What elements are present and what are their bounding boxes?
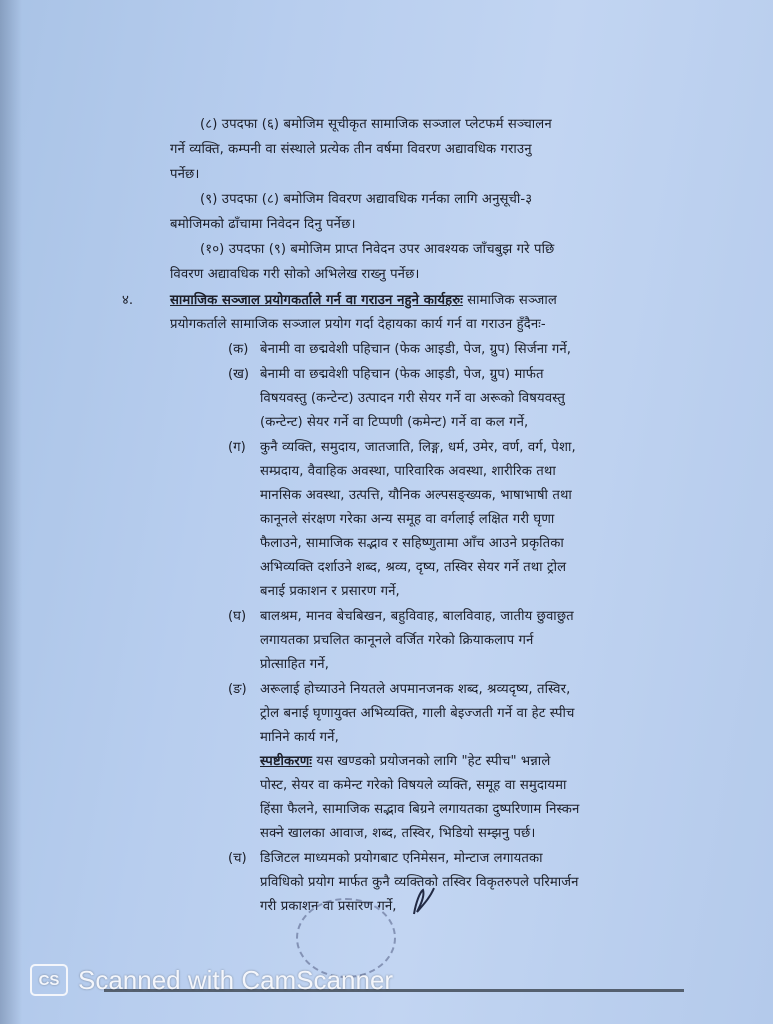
item-ga-line-5: फैलाउने, सामाजिक सद्भाव र सहिष्णुतामा आँच आउने प्रकृतिका xyxy=(260,536,564,551)
clarification-line-3: हिंसा फैलने, सामाजिक सद्भाव बिग्रने लगायतका दुष्परिणाम निस्कन xyxy=(260,802,580,817)
item-cha-line-3: गरी प्रकाशन वा प्रसारण गर्ने, xyxy=(260,899,397,914)
item-gha-line-1: बालश्रम, मानव बेचबिखन, बहुविवाह, बालविवाह, जातीय छुवाछुत xyxy=(260,609,574,624)
section-4-heading: सामाजिक सञ्जाल प्रयोगकर्ताले गर्न वा गराउन नहुने कार्यहरुः xyxy=(170,293,463,308)
para-10-line-1: (१०) उपदफा (९) बमोजिम प्राप्त निवेदन उपर आवश्यक जाँचबुझ गरे पछि xyxy=(200,242,555,257)
para-8-line-3: पर्नेछ। xyxy=(170,167,200,182)
para-8-line-1: (८) उपदफा (६) बमोजिम सूचीकृत सामाजिक सञ्जाल प्लेटफर्म सञ्चालन xyxy=(200,117,552,132)
page-edge-shadow xyxy=(0,0,22,1024)
item-gha-line-3: प्रोत्साहित गर्ने, xyxy=(260,657,329,672)
item-ga-line-1: कुनै व्यक्ति, समुदाय, जातजाति, लिङ्ग, धर्म, उमेर, वर्ण, वर्ग, पेशा, xyxy=(260,440,576,455)
item-gha-label: (घ) xyxy=(228,609,247,624)
para-10-line-2: विवरण अद्यावधिक गरी सोको अभिलेख राख्नु पर्नेछ। xyxy=(170,267,420,282)
item-cha-label: (च) xyxy=(228,851,247,866)
clarification-line-1 xyxy=(260,750,550,774)
item-cha-line-2: प्रविधिको प्रयोग मार्फत कुनै व्यक्तिको तस्विर विकृतरुपले परिमार्जन xyxy=(260,875,579,890)
item-nga-label: (ङ) xyxy=(228,682,247,697)
camscanner-logo-icon: CS xyxy=(30,964,68,996)
item-ga-line-4: कानूनले संरक्षण गरेका अन्य समूह वा वर्गलाई लक्षित गरी घृणा xyxy=(260,512,555,527)
clarification-label: स्पष्टीकरणः xyxy=(260,754,313,769)
item-nga-line-3: मानिने कार्य गर्ने, xyxy=(260,730,339,745)
section-4-intro-line-2: प्रयोगकर्ताले सामाजिक सञ्जाल प्रयोग गर्दा देहायका कार्य गर्न वा गराउन हुँदैनः- xyxy=(170,317,546,332)
item-ka-line-1: बेनामी वा छद्मवेशी पहिचान (फेक आइडी, पेज, ग्रुप) सिर्जना गर्ने, xyxy=(260,342,572,357)
section-4-heading-line xyxy=(170,289,557,313)
item-ga-line-3: मानसिक अवस्था, उत्पत्ति, यौनिक अल्पसङ्ख्यक, भाषाभाषी तथा xyxy=(260,488,572,503)
item-ga-line-7: बनाई प्रकाशन र प्रसारण गर्ने, xyxy=(260,584,400,599)
item-kha-line-2: विषयवस्तु (कन्टेन्ट) उत्पादन गरी सेयर गर्ने वा अरूको विषयवस्तु xyxy=(260,391,565,406)
signature-mark xyxy=(408,884,438,920)
item-kha-line-1: बेनामी वा छद्मवेशी पहिचान (फेक आइडी, पेज, ग्रुप) मार्फत xyxy=(260,367,544,382)
item-ga-line-6: अभिव्यक्ति दर्शाउने शब्द, श्रव्य, दृष्य, तस्विर सेयर गर्ने तथा ट्रोल xyxy=(260,560,567,575)
item-gha-line-2: लगायतका प्रचलित कानूनले वर्जित गरेको क्रियाकलाप गर्न xyxy=(260,633,534,648)
para-9-line-1: (९) उपदफा (८) बमोजिम विवरण अद्यावधिक गर्नका लागि अनुसूची-३ xyxy=(200,192,533,207)
clarification-line-2: पोस्ट, सेयर वा कमेन्ट गरेको विषयले व्यक्ति, समूह वा समुदायमा xyxy=(260,778,567,793)
item-ga-label: (ग) xyxy=(228,440,246,455)
clarification-line-4: सक्ने खालका आवाज, शब्द, तस्विर, भिडियो सम्झनु पर्छ। xyxy=(260,826,536,841)
item-cha-line-1: डिजिटल माध्यमको प्रयोगबाट एनिमेसन, मोन्टाज लगायतका xyxy=(260,851,543,866)
item-nga-line-2: ट्रोल बनाई घृणायुक्त अभिव्यक्ति, गाली बेइज्जती गर्ने वा हेट स्पीच xyxy=(260,706,575,721)
item-ga-line-2: सम्प्रदाय, वैवाहिक अवस्था, पारिवारिक अवस्था, शारीरिक तथा xyxy=(260,464,556,479)
camscanner-watermark-text: Scanned with CamScanner xyxy=(78,964,394,995)
item-kha-line-3: (कन्टेन्ट) सेयर गर्ने वा टिप्पणी (कमेन्ट) गर्ने वा कल गर्ने, xyxy=(260,415,529,430)
camscanner-watermark xyxy=(30,960,393,1000)
item-ka-label: (क) xyxy=(228,342,249,357)
para-9-line-2: बमोजिमको ढाँचामा निवेदन दिनु पर्नेछ। xyxy=(170,217,356,232)
para-8-line-2: गर्ने व्यक्ति, कम्पनी वा संस्थाले प्रत्येक तीन वर्षमा विवरण अद्यावधिक गराउनु xyxy=(170,142,532,157)
item-kha-label: (ख) xyxy=(228,367,250,382)
item-nga-line-1: अरूलाई होच्याउने नियतले अपमानजनक शब्द, श्रव्यदृष्य, तस्विर, xyxy=(260,682,571,697)
section-4-intro-rest: सामाजिक सञ्जाल xyxy=(462,293,557,308)
clarification-first-rest: यस खण्डको प्रयोजनको लागि "हेट स्पीच" भन्नाले xyxy=(312,754,551,769)
section-4-number: ४. xyxy=(122,293,134,308)
